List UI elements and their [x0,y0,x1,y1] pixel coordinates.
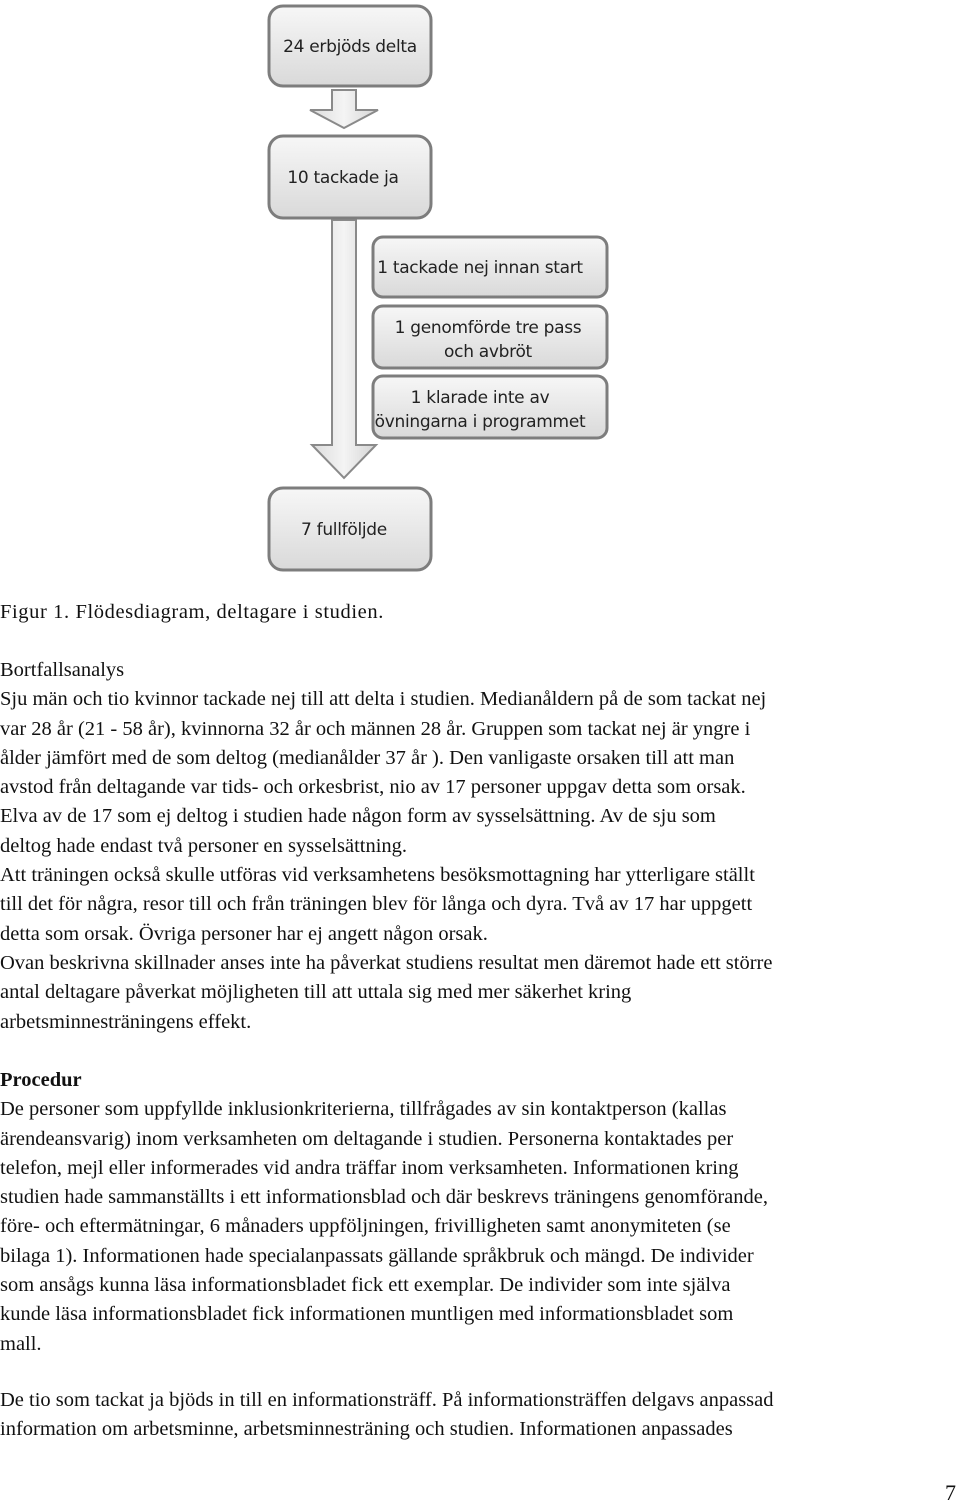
section-procedur [0,1066,960,1359]
section-heading-procedur: Procedur [0,1069,82,1091]
paragraph-line: arbetsminnesträningens effekt. [0,1010,252,1033]
flow-side-box-avbrot [373,306,607,368]
paragraph-line: mall. [0,1332,42,1355]
flow-box-erbjods [269,6,431,86]
paragraph-line: bilaga 1). Informationen hade specialanpassats gällande språkbruk och mängd. De individer [0,1244,754,1267]
paragraph-line: De tio som tackat ja bjöds in till en informationsträff. På informationsträffen delgavs anpassad [0,1389,774,1411]
flow-box-tackade-ja-label: 10 tackade ja [287,168,399,188]
flow-box-erbjods-label: 24 erbjöds delta [283,37,417,57]
flow-side-box-tackade-nej-label: 1 tackade nej innan start [377,258,583,278]
flow-arrow-large [312,220,376,478]
paragraph-line: var 28 år (21 - 58 år), kvinnorna 32 år och männen 28 år. Gruppen som tackat nej är yngre i [0,717,751,740]
flow-side-box-klarade-inte-label-1: 1 klarade inte av [410,388,550,408]
paragraph-line: Att träningen också skulle utföras vid verksamhetens besöksmottagning har ytterligare ställt [0,864,755,887]
paragraph-line: deltog hade endast två personer en sysselsättning. [0,834,408,857]
flow-side-box-klarade-inte-label-2: övningarna i programmet [374,412,586,432]
flow-box-fullfoljde [269,488,431,570]
page-number: 7 [945,1480,956,1505]
paragraph-line: ärendeansvarig) inom verksamheten om deltagande i studien. Personerna kontaktades per [0,1127,734,1150]
paragraph-line: avstod från deltagande var tids- och orkesbrist, nio av 17 personer uppgav detta som orsak. [0,776,746,799]
paragraph-line: kunde läsa informationsbladet fick informationen muntligen med informationsbladet som [0,1303,734,1326]
flow-side-box-avbrot-label-1: 1 genomförde tre pass [394,318,582,338]
paragraph-line: information om arbetsminne, arbetsminnesträning och studien. Informationen anpassades [0,1418,733,1441]
flow-side-box-avbrot-label-2: och avbröt [444,342,532,362]
section-heading-bortfallsanalys: Bortfallsanalys [0,659,125,681]
paragraph-line: Ovan beskrivna skillnader anses inte ha påverkat studiens resultat men däremot hade ett större [0,951,773,974]
paragraph-line: antal deltagare påverkat möjligheten till att uttala sig med mer säkerhet kring [0,981,632,1004]
flowchart-diagram [0,0,960,580]
flow-side-box-tackade-nej [373,237,607,297]
paragraph-line: ålder jämfört med de som deltog (medianålder 37 år ). Den vanligaste orsaken till att man [0,746,735,769]
paragraph-line: Elva av de 17 som ej deltog i studien hade någon form av sysselsättning. Av de sju som [0,805,716,828]
paragraph-line: telefon, mejl eller informerades vid andra träffar inom verksamheten. Informationen kring [0,1156,739,1179]
paragraph-line: Sju män och tio kvinnor tackade nej till att delta i studien. Medianåldern på de som tackat nej [0,688,767,711]
figure-caption: Figur 1. Flödesdiagram, deltagare i studien. [0,601,384,623]
flow-box-fullfoljde-label: 7 fullföljde [301,520,387,540]
flow-box-tackade-ja [269,136,431,218]
section-informationstraff [0,1386,960,1445]
flow-arrow-small [310,90,378,128]
paragraph-line: detta som orsak. Övriga personer har ej angett någon orsak. [0,922,488,945]
section-bortfallsanalys [0,656,960,1037]
paragraph-line: studien hade sammanställts i ett informationsblad och där beskrevs träningens genomförande, [0,1186,768,1209]
paragraph-line: före- och eftermätningar, 6 månaders uppföljningen, frivilligheten samt anonymiteten (se [0,1215,731,1238]
paragraph-line: till det för några, resor till och från träningen blev för långa och dyra. Två av 17 har uppgett [0,893,753,916]
flow-side-box-klarade-inte [373,376,607,438]
paragraph-line: som ansågs kunna läsa informationsbladet fick ett exemplar. De individer som inte själva [0,1274,731,1297]
paragraph-line: De personer som uppfyllde inklusionkriterierna, tillfrågades av sin kontaktperson (kallas [0,1098,727,1121]
